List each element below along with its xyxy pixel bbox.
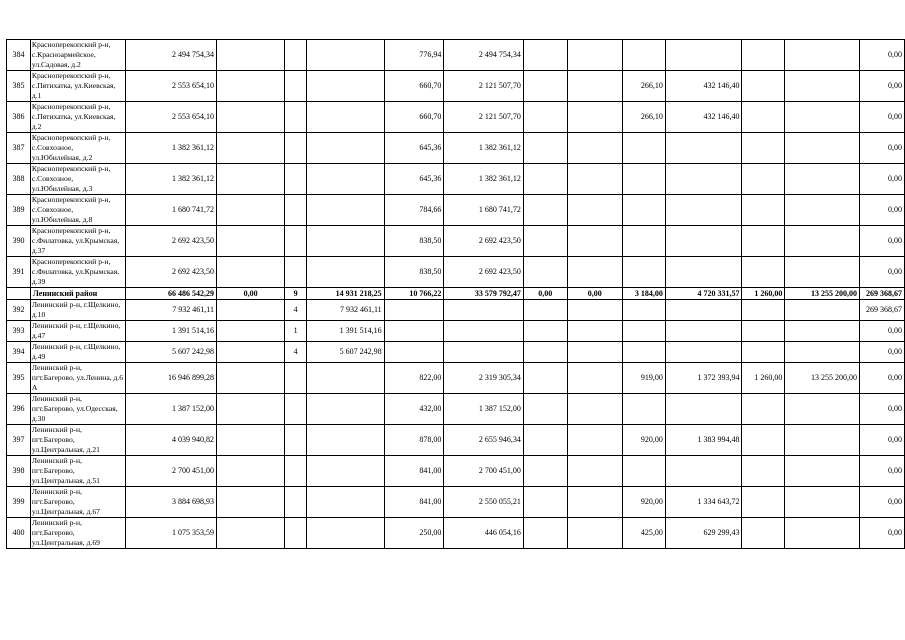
cell-c5 — [307, 226, 385, 257]
table-row — [7, 321, 905, 342]
cell-c2: 2 553 654,10 — [125, 102, 216, 133]
cell-c9 — [567, 342, 622, 363]
cell-c2: 16 946 899,28 — [125, 363, 216, 394]
cell-c10 — [623, 321, 666, 342]
table-row — [7, 226, 905, 257]
cell-c2: 1 382 361,12 — [125, 164, 216, 195]
cell-c2: 5 607 242,98 — [125, 342, 216, 363]
cell-c12 — [742, 226, 785, 257]
cell-c4 — [285, 363, 307, 394]
cell-c14: 0,00 — [859, 425, 904, 456]
table-row — [7, 257, 905, 288]
cell-c9 — [567, 195, 622, 226]
cell-c3: 0,00 — [216, 288, 284, 300]
address-cell: Ленинский р-н, пгт.Багерово, ул.Одесская, д.30 — [30, 394, 125, 425]
cell-c6: 838,50 — [384, 226, 444, 257]
address-cell: Красноперекопский р-н, с.Совхозное, ул.Юбилейная, д.3 — [30, 164, 125, 195]
cell-c5: 14 931 218,25 — [307, 288, 385, 300]
cell-c10 — [623, 456, 666, 487]
cell-c7: 2 319 305,34 — [444, 363, 524, 394]
cell-c11 — [665, 394, 742, 425]
cell-c4 — [285, 226, 307, 257]
row-number: 388 — [7, 164, 31, 195]
cell-c14: 0,00 — [859, 363, 904, 394]
cell-c6: 878,00 — [384, 425, 444, 456]
cell-c3 — [216, 456, 284, 487]
cell-c6: 660,70 — [384, 71, 444, 102]
cell-c4 — [285, 102, 307, 133]
cell-c9 — [567, 394, 622, 425]
cell-c12 — [742, 456, 785, 487]
cell-c7: 2 121 507,70 — [444, 71, 524, 102]
cell-c4 — [285, 394, 307, 425]
cell-c2: 4 039 940,82 — [125, 425, 216, 456]
cell-c11 — [665, 133, 742, 164]
cell-c14: 0,00 — [859, 195, 904, 226]
cell-c4 — [285, 518, 307, 549]
table-row — [7, 342, 905, 363]
cell-c13: 13 255 200,00 — [785, 288, 860, 300]
cell-c3 — [216, 195, 284, 226]
cell-c2: 1 680 741,72 — [125, 195, 216, 226]
cell-c9 — [567, 456, 622, 487]
cell-c6: 660,70 — [384, 102, 444, 133]
address-cell: Ленинский р-н, г.Щелкино, д.49 — [30, 342, 125, 363]
cell-c9 — [567, 257, 622, 288]
cell-c3 — [216, 300, 284, 321]
cell-c10: 3 184,00 — [623, 288, 666, 300]
cell-c4 — [285, 40, 307, 71]
table-row — [7, 300, 905, 321]
cell-c14: 0,00 — [859, 342, 904, 363]
cell-c4 — [285, 456, 307, 487]
cell-c7: 2 550 055,21 — [444, 487, 524, 518]
address-cell: Ленинский р-н, пгт.Багерово, ул.Центральная, д.67 — [30, 487, 125, 518]
cell-c6: 645,36 — [384, 164, 444, 195]
cell-c11: 1 334 643,72 — [665, 487, 742, 518]
cell-c4 — [285, 133, 307, 164]
cell-c14: 0,00 — [859, 394, 904, 425]
cell-c3 — [216, 102, 284, 133]
cell-c13 — [785, 487, 860, 518]
row-number — [7, 288, 31, 300]
cell-c8 — [523, 487, 567, 518]
row-number: 389 — [7, 195, 31, 226]
cell-c14: 0,00 — [859, 257, 904, 288]
cell-c13 — [785, 300, 860, 321]
cell-c9 — [567, 164, 622, 195]
row-number: 384 — [7, 40, 31, 71]
row-number: 393 — [7, 321, 31, 342]
cell-c2: 7 932 461,11 — [125, 300, 216, 321]
cell-c9: 0,00 — [567, 288, 622, 300]
cell-c5: 7 932 461,11 — [307, 300, 385, 321]
cell-c12 — [742, 487, 785, 518]
data-table — [6, 39, 905, 549]
cell-c3 — [216, 394, 284, 425]
cell-c14: 269 368,67 — [859, 288, 904, 300]
cell-c7: 1 387 152,00 — [444, 394, 524, 425]
cell-c9 — [567, 518, 622, 549]
address-cell: Ленинский р-н, г.Щелкино, д.47 — [30, 321, 125, 342]
cell-c14: 0,00 — [859, 226, 904, 257]
cell-c5 — [307, 425, 385, 456]
address-cell: Красноперекопский р-н, с.Филатовка, ул.Крымская, д.37 — [30, 226, 125, 257]
cell-c12 — [742, 195, 785, 226]
cell-c8 — [523, 321, 567, 342]
cell-c3 — [216, 257, 284, 288]
table-row — [7, 425, 905, 456]
cell-c10: 266,10 — [623, 71, 666, 102]
cell-c12 — [742, 425, 785, 456]
cell-c9 — [567, 71, 622, 102]
cell-c8 — [523, 164, 567, 195]
cell-c2: 66 486 542,29 — [125, 288, 216, 300]
cell-c7: 2 655 946,34 — [444, 425, 524, 456]
address-cell: Ленинский р-н, пгт.Багерово, ул.Центральная, д.51 — [30, 456, 125, 487]
cell-c2: 2 553 654,10 — [125, 71, 216, 102]
table-row — [7, 102, 905, 133]
cell-c10 — [623, 300, 666, 321]
cell-c10: 266,10 — [623, 102, 666, 133]
cell-c13 — [785, 71, 860, 102]
cell-c5 — [307, 456, 385, 487]
cell-c8 — [523, 300, 567, 321]
cell-c11 — [665, 456, 742, 487]
cell-c3 — [216, 71, 284, 102]
cell-c5 — [307, 257, 385, 288]
cell-c13 — [785, 133, 860, 164]
cell-c12 — [742, 102, 785, 133]
table-row — [7, 363, 905, 394]
cell-c11: 1 383 994,48 — [665, 425, 742, 456]
cell-c4: 1 — [285, 321, 307, 342]
cell-c10 — [623, 342, 666, 363]
cell-c9 — [567, 487, 622, 518]
cell-c2: 3 884 698,93 — [125, 487, 216, 518]
cell-c5 — [307, 40, 385, 71]
cell-c11 — [665, 195, 742, 226]
cell-c11 — [665, 164, 742, 195]
cell-c9 — [567, 363, 622, 394]
cell-c14: 269 368,67 — [859, 300, 904, 321]
cell-c7: 1 382 361,12 — [444, 133, 524, 164]
cell-c3 — [216, 518, 284, 549]
cell-c4 — [285, 425, 307, 456]
cell-c7: 1 382 361,12 — [444, 164, 524, 195]
cell-c6: 841,00 — [384, 487, 444, 518]
cell-c10: 920,00 — [623, 487, 666, 518]
table-row — [7, 40, 905, 71]
cell-c7 — [444, 300, 524, 321]
cell-c5 — [307, 102, 385, 133]
cell-c8 — [523, 226, 567, 257]
table-row — [7, 195, 905, 226]
cell-c13 — [785, 321, 860, 342]
cell-c9 — [567, 226, 622, 257]
cell-c4 — [285, 487, 307, 518]
cell-c9 — [567, 425, 622, 456]
cell-c11 — [665, 342, 742, 363]
cell-c7: 2 121 507,70 — [444, 102, 524, 133]
cell-c7 — [444, 321, 524, 342]
row-number: 394 — [7, 342, 31, 363]
cell-c3 — [216, 164, 284, 195]
address-cell: Красноперекопский р-н, с.Пятихатка, ул.Киевская, д.2 — [30, 102, 125, 133]
row-number: 396 — [7, 394, 31, 425]
cell-c10: 919,00 — [623, 363, 666, 394]
row-number: 385 — [7, 71, 31, 102]
address-cell: Ленинский р-н, пгт.Багерово, ул.Центральная, д.69 — [30, 518, 125, 549]
cell-c9 — [567, 321, 622, 342]
cell-c6: 841,00 — [384, 456, 444, 487]
cell-c5 — [307, 164, 385, 195]
cell-c8 — [523, 102, 567, 133]
cell-c13 — [785, 425, 860, 456]
row-number: 398 — [7, 456, 31, 487]
cell-c14: 0,00 — [859, 456, 904, 487]
district-total-row — [7, 288, 905, 300]
cell-c11: 432 146,40 — [665, 102, 742, 133]
cell-c10 — [623, 195, 666, 226]
cell-c2: 1 075 353,59 — [125, 518, 216, 549]
cell-c14: 0,00 — [859, 487, 904, 518]
cell-c4: 9 — [285, 288, 307, 300]
cell-c6: 838,50 — [384, 257, 444, 288]
cell-c7 — [444, 342, 524, 363]
cell-c14: 0,00 — [859, 518, 904, 549]
cell-c11: 4 720 331,57 — [665, 288, 742, 300]
cell-c3 — [216, 133, 284, 164]
cell-c10 — [623, 394, 666, 425]
cell-c7: 2 692 423,50 — [444, 257, 524, 288]
cell-c13 — [785, 456, 860, 487]
cell-c5 — [307, 133, 385, 164]
cell-c14: 0,00 — [859, 71, 904, 102]
cell-c7: 33 579 792,47 — [444, 288, 524, 300]
cell-c5 — [307, 195, 385, 226]
address-cell: Красноперекопский р-н, с.Совхозное, ул.Юбилейная, д.8 — [30, 195, 125, 226]
cell-c13 — [785, 226, 860, 257]
cell-c11 — [665, 40, 742, 71]
cell-c6 — [384, 321, 444, 342]
cell-c12: 1 260,00 — [742, 363, 785, 394]
cell-c11 — [665, 226, 742, 257]
cell-c8 — [523, 425, 567, 456]
cell-c5 — [307, 394, 385, 425]
cell-c12 — [742, 518, 785, 549]
cell-c13 — [785, 40, 860, 71]
cell-c4: 4 — [285, 342, 307, 363]
table-row — [7, 164, 905, 195]
cell-c6: 10 766,22 — [384, 288, 444, 300]
cell-c12 — [742, 300, 785, 321]
cell-c4 — [285, 71, 307, 102]
cell-c6: 432,00 — [384, 394, 444, 425]
cell-c6 — [384, 342, 444, 363]
cell-c8 — [523, 257, 567, 288]
cell-c6 — [384, 300, 444, 321]
cell-c5 — [307, 363, 385, 394]
cell-c2: 2 692 423,50 — [125, 257, 216, 288]
cell-c14: 0,00 — [859, 133, 904, 164]
cell-c2: 1 382 361,12 — [125, 133, 216, 164]
cell-c10: 425,00 — [623, 518, 666, 549]
cell-c4 — [285, 195, 307, 226]
cell-c14: 0,00 — [859, 321, 904, 342]
cell-c5: 5 607 242,98 — [307, 342, 385, 363]
cell-c10 — [623, 40, 666, 71]
cell-c3 — [216, 321, 284, 342]
cell-c4: 4 — [285, 300, 307, 321]
cell-c12 — [742, 71, 785, 102]
cell-c8: 0,00 — [523, 288, 567, 300]
table-row — [7, 394, 905, 425]
address-cell: Красноперекопский р-н, с.Красноармейское, ул.Садовая, д.2 — [30, 40, 125, 71]
cell-c3 — [216, 342, 284, 363]
cell-c12 — [742, 394, 785, 425]
cell-c7: 446 054,16 — [444, 518, 524, 549]
cell-c10 — [623, 164, 666, 195]
cell-c6: 784,66 — [384, 195, 444, 226]
cell-c12: 1 260,00 — [742, 288, 785, 300]
cell-c11 — [665, 321, 742, 342]
cell-c12 — [742, 40, 785, 71]
table-row — [7, 518, 905, 549]
cell-c14: 0,00 — [859, 40, 904, 71]
cell-c8 — [523, 40, 567, 71]
cell-c2: 2 692 423,50 — [125, 226, 216, 257]
cell-c14: 0,00 — [859, 102, 904, 133]
cell-c2: 2 494 754,34 — [125, 40, 216, 71]
district-name: Ленинский район — [30, 288, 125, 300]
cell-c12 — [742, 164, 785, 195]
row-number: 390 — [7, 226, 31, 257]
address-cell: Красноперекопский р-н, с.Филатовка, ул.Крымская, д.39 — [30, 257, 125, 288]
cell-c14: 0,00 — [859, 164, 904, 195]
cell-c8 — [523, 195, 567, 226]
table-row — [7, 71, 905, 102]
cell-c10: 920,00 — [623, 425, 666, 456]
cell-c3 — [216, 363, 284, 394]
cell-c8 — [523, 363, 567, 394]
cell-c4 — [285, 257, 307, 288]
cell-c5 — [307, 487, 385, 518]
cell-c5 — [307, 71, 385, 102]
cell-c13 — [785, 342, 860, 363]
cell-c6: 645,36 — [384, 133, 444, 164]
address-cell: Ленинский р-н, г.Щелкино, д.10 — [30, 300, 125, 321]
row-number: 392 — [7, 300, 31, 321]
table-row — [7, 456, 905, 487]
cell-c11 — [665, 257, 742, 288]
cell-c11 — [665, 300, 742, 321]
row-number: 386 — [7, 102, 31, 133]
cell-c13: 13 255 200,00 — [785, 363, 860, 394]
cell-c8 — [523, 394, 567, 425]
row-number: 400 — [7, 518, 31, 549]
row-number: 387 — [7, 133, 31, 164]
row-number: 395 — [7, 363, 31, 394]
address-cell: Ленинский р-н, пгт.Багерово, ул.Центральная, д.21 — [30, 425, 125, 456]
cell-c2: 1 387 152,00 — [125, 394, 216, 425]
cell-c12 — [742, 257, 785, 288]
row-number: 391 — [7, 257, 31, 288]
cell-c3 — [216, 425, 284, 456]
cell-c6: 250,00 — [384, 518, 444, 549]
cell-c10 — [623, 226, 666, 257]
cell-c13 — [785, 257, 860, 288]
cell-c7: 2 692 423,50 — [444, 226, 524, 257]
cell-c10 — [623, 133, 666, 164]
cell-c7: 2 700 451,00 — [444, 456, 524, 487]
address-cell: Красноперекопский р-н, с.Совхозное, ул.Юбилейная, д.2 — [30, 133, 125, 164]
cell-c8 — [523, 342, 567, 363]
cell-c6: 822,00 — [384, 363, 444, 394]
cell-c13 — [785, 394, 860, 425]
cell-c8 — [523, 456, 567, 487]
cell-c2: 2 700 451,00 — [125, 456, 216, 487]
row-number: 399 — [7, 487, 31, 518]
cell-c9 — [567, 102, 622, 133]
cell-c3 — [216, 226, 284, 257]
cell-c12 — [742, 133, 785, 164]
cell-c3 — [216, 487, 284, 518]
cell-c4 — [285, 164, 307, 195]
cell-c7: 1 680 741,72 — [444, 195, 524, 226]
address-cell: Ленинский р-н, пгт.Багерово, ул.Ленина, д.6 А — [31, 363, 124, 392]
cell-c9 — [567, 40, 622, 71]
table-row — [7, 487, 905, 518]
cell-c13 — [785, 102, 860, 133]
cell-c5: 1 391 514,16 — [307, 321, 385, 342]
cell-c8 — [523, 518, 567, 549]
cell-c2: 1 391 514,16 — [125, 321, 216, 342]
address-cell: Красноперекопский р-н, с.Пятихатка, ул.Киевская, д.1 — [30, 71, 125, 102]
cell-c9 — [567, 300, 622, 321]
cell-c13 — [785, 195, 860, 226]
cell-c11: 1 372 393,94 — [665, 363, 742, 394]
cell-c13 — [785, 164, 860, 195]
cell-c9 — [567, 133, 622, 164]
cell-c8 — [523, 71, 567, 102]
cell-c8 — [523, 133, 567, 164]
cell-c11: 432 146,40 — [665, 71, 742, 102]
cell-c5 — [307, 518, 385, 549]
cell-c12 — [742, 321, 785, 342]
cell-c12 — [742, 342, 785, 363]
cell-c6: 776,94 — [384, 40, 444, 71]
cell-c3 — [216, 40, 284, 71]
cell-c13 — [785, 518, 860, 549]
row-number: 397 — [7, 425, 31, 456]
cell-c10 — [623, 257, 666, 288]
cell-c7: 2 494 754,34 — [444, 40, 524, 71]
cell-c11: 629 299,43 — [665, 518, 742, 549]
table-row — [7, 133, 905, 164]
